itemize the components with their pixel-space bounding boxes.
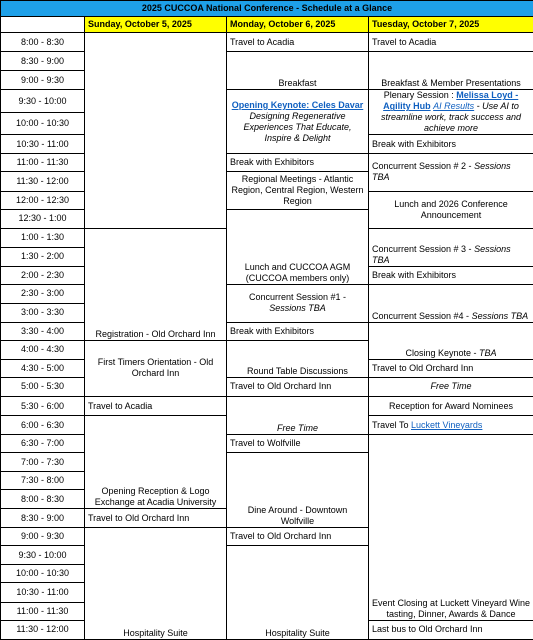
time-slot: 9:00 - 9:30 [1, 71, 85, 90]
time-slot: 2:30 - 3:00 [1, 284, 85, 303]
concurrent-1-tba: Sessions TBA [269, 303, 326, 314]
time-slot: 3:00 - 3:30 [1, 303, 85, 322]
time-slot: 1:00 - 1:30 [1, 228, 85, 247]
time-slot: 2:00 - 2:30 [1, 266, 85, 284]
tuesday-break-exhibitors-1: Break with Exhibitors [369, 135, 533, 154]
concurrent-3-tba: Sessions TBA [372, 243, 511, 265]
time-slot: 9:00 - 9:30 [1, 528, 85, 546]
time-slot: 8:30 - 9:00 [1, 509, 85, 528]
concurrent-4-label: Concurrent Session #4 - [372, 310, 472, 321]
time-slot: 8:00 - 8:30 [1, 33, 85, 52]
sunday-hospitality-suite: Hospitality Suite [85, 528, 227, 640]
time-slot: 5:00 - 5:30 [1, 377, 85, 396]
time-slot: 7:30 - 8:00 [1, 472, 85, 490]
time-slot: 6:30 - 7:00 [1, 435, 85, 453]
time-slot: 3:30 - 4:00 [1, 322, 85, 340]
time-slot: 11:30 - 12:00 [1, 172, 85, 191]
monday-travel-old-orchard-2: Travel to Old Orchard Inn [227, 528, 369, 546]
time-slot: 8:00 - 8:30 [1, 490, 85, 509]
corner-cell [1, 17, 85, 33]
travel-to-label: Travel To [372, 419, 412, 430]
time-slot: 4:30 - 5:00 [1, 359, 85, 377]
time-slot: 9:30 - 10:00 [1, 90, 85, 113]
time-slot: 11:00 - 11:30 [1, 154, 85, 172]
closing-keynote-tba: TBA [479, 347, 497, 358]
tuesday-breakfast-members: Breakfast & Member Presentations [369, 52, 533, 90]
sunday-first-timers: First Timers Orientation - Old Orchard Inn [85, 340, 227, 396]
tuesday-lunch-announcement: Lunch and 2026 Conference Announcement [369, 191, 533, 228]
time-slot: 8:30 - 9:00 [1, 52, 85, 71]
monday-travel-acadia: Travel to Acadia [227, 33, 369, 52]
time-slot: 7:00 - 7:30 [1, 453, 85, 472]
tuesday-concurrent-3 [369, 228, 533, 266]
monday-dine-around: Dine Around - Downtown Wolfville [227, 453, 369, 528]
schedule-title: 2025 CUCCOA National Conference - Schedule at a Glance [1, 1, 533, 17]
concurrent-2-label: Concurrent Session # 2 - [372, 161, 475, 172]
time-slot: 11:00 - 11:30 [1, 602, 85, 620]
time-slot: 11:30 - 12:00 [1, 620, 85, 639]
time-slot: 9:30 - 10:00 [1, 546, 85, 565]
tuesday-event-closing: Event Closing at Luckett Vineyard Wine tasting, Dinner, Awards & Dance [369, 435, 533, 620]
time-slot: 12:00 - 12:30 [1, 191, 85, 209]
concurrent-4-tba: Sessions TBA [471, 310, 529, 321]
keynote-link[interactable]: Opening Keynote: Celes Davar [231, 99, 364, 110]
time-slot: 10:00 - 10:30 [1, 565, 85, 583]
tuesday-plenary-session [369, 90, 533, 135]
monday-travel-wolfville: Travel to Wolfville [227, 435, 369, 453]
sunday-registration: Registration - Old Orchard Inn [85, 228, 227, 340]
keynote-description: Designing Regenerative Experiences That Educate, Inspire & Delight [243, 110, 352, 143]
time-slot: 4:00 - 4:30 [1, 340, 85, 359]
tuesday-concurrent-4 [369, 284, 533, 322]
tuesday-travel-luckett [369, 416, 533, 435]
plenary-description: - Use AI to streamline work, track success and achieve more [380, 101, 522, 134]
tuesday-reception-nominees: Reception for Award Nominees [369, 397, 533, 416]
monday-free-time: Free Time [227, 397, 369, 435]
time-slot: 10:30 - 11:00 [1, 583, 85, 602]
time-slot: 10:30 - 11:00 [1, 135, 85, 154]
monday-regional-meetings: Regional Meetings - Atlantic Region, Central Region, Western Region [227, 172, 369, 209]
plenary-title-link[interactable]: AI Results [433, 101, 475, 112]
closing-keynote-label: Closing Keynote - [405, 347, 480, 358]
sunday-travel-acadia: Travel to Acadia [85, 397, 227, 416]
tuesday-closing-keynote [369, 322, 533, 359]
monday-breakfast: Breakfast [227, 52, 369, 90]
concurrent-1-label: Concurrent Session #1 - [248, 292, 347, 303]
monday-round-table: Round Table Discussions [227, 340, 369, 377]
tuesday-break-exhibitors-2: Break with Exhibitors [369, 266, 533, 284]
tuesday-last-bus: Last bus to Old Orchard Inn [369, 620, 533, 639]
time-slot: 12:30 - 1:00 [1, 209, 85, 228]
time-slot: 5:30 - 6:00 [1, 397, 85, 416]
sunday-empty-morning [85, 33, 227, 229]
monday-break-exhibitors-2: Break with Exhibitors [227, 322, 369, 340]
monday-lunch-agm: Lunch and CUCCOA AGM (CUCCOA members only) [227, 209, 369, 284]
monday-concurrent-1 [227, 284, 369, 322]
sunday-travel-old-orchard: Travel to Old Orchard Inn [85, 509, 227, 528]
tuesday-free-time: Free Time [369, 377, 533, 396]
sunday-opening-reception: Opening Reception & Logo Exchange at Acadia University [85, 416, 227, 509]
time-slot: 10:00 - 10:30 [1, 112, 85, 135]
plenary-label: Plenary Session : [383, 90, 457, 101]
concurrent-2-tba: Sessions TBA [372, 161, 511, 183]
plenary-speaker-link[interactable]: Melissa Loyd - Agility Hub [383, 90, 519, 112]
tuesday-travel-old-orchard: Travel to Old Orchard Inn [369, 359, 533, 377]
day-header-tuesday: Tuesday, October 7, 2025 [369, 17, 533, 33]
monday-break-exhibitors-1: Break with Exhibitors [227, 154, 369, 172]
time-slot: 6:00 - 6:30 [1, 416, 85, 435]
concurrent-3-label: Concurrent Session # 3 - [372, 243, 475, 254]
day-header-monday: Monday, October 6, 2025 [227, 17, 369, 33]
day-header-sunday: Sunday, October 5, 2025 [85, 17, 227, 33]
tuesday-concurrent-2 [369, 154, 533, 191]
monday-hospitality-suite: Hospitality Suite [227, 546, 369, 640]
luckett-vineyards-link[interactable]: Luckett Vineyards [411, 419, 483, 430]
monday-opening-keynote [227, 90, 369, 154]
tuesday-travel-acadia: Travel to Acadia [369, 33, 533, 52]
time-slot: 1:30 - 2:00 [1, 247, 85, 266]
monday-travel-old-orchard-1: Travel to Old Orchard Inn [227, 377, 369, 396]
